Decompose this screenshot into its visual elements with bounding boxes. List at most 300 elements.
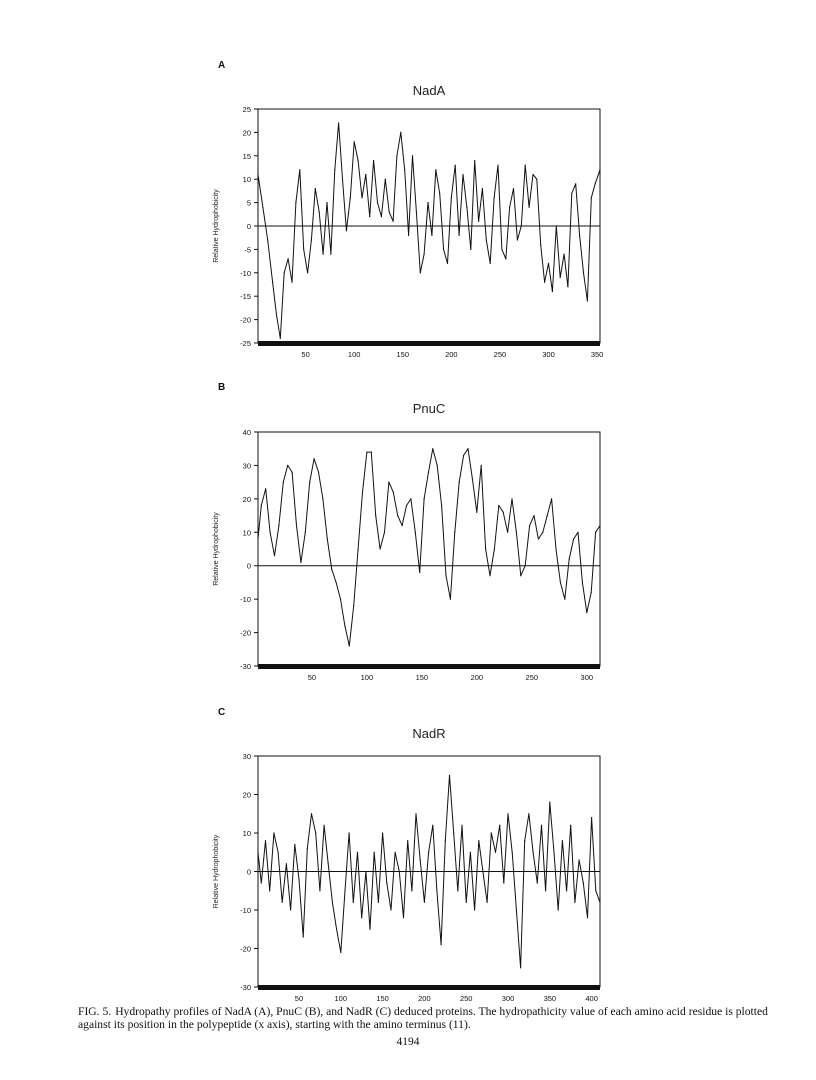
x-tick-label: 100 — [334, 994, 348, 1003]
data-point — [420, 859, 421, 860]
data-point — [579, 859, 580, 860]
data-point — [560, 582, 561, 583]
data-point — [428, 472, 429, 473]
data-point — [346, 230, 347, 231]
data-point — [307, 848, 308, 849]
data-point — [552, 291, 553, 292]
y-tick-label: 40 — [242, 428, 251, 437]
data-point — [412, 155, 413, 156]
data-point — [457, 890, 458, 891]
data-point — [520, 967, 521, 968]
hydropathy-line — [258, 123, 600, 338]
data-point — [459, 235, 460, 236]
y-tick-label: 10 — [242, 528, 251, 538]
data-point — [365, 871, 366, 872]
data-point — [537, 882, 538, 883]
data-point — [262, 207, 263, 208]
data-point — [482, 188, 483, 189]
data-point — [431, 235, 432, 236]
data-point — [267, 239, 268, 240]
y-tick-label: -25 — [240, 339, 251, 348]
data-point — [547, 515, 548, 516]
y-tick-label: 0 — [246, 222, 251, 231]
data-point — [287, 465, 288, 466]
data-point — [286, 863, 287, 864]
data-point — [571, 193, 572, 194]
y-axis-label: Relative Hydrophobicity — [213, 189, 220, 263]
data-point — [528, 813, 529, 814]
chart-title: PnuC — [412, 401, 446, 416]
data-point — [428, 852, 429, 853]
data-point — [595, 532, 596, 533]
data-point — [315, 188, 316, 189]
data-point — [591, 197, 592, 198]
data-point — [384, 532, 385, 533]
data-point — [393, 221, 394, 222]
data-point — [411, 890, 412, 891]
data-point — [366, 452, 367, 453]
data-point — [424, 498, 425, 499]
data-point — [336, 582, 337, 583]
data-point — [497, 165, 498, 166]
data-point — [591, 817, 592, 818]
data-point — [562, 840, 563, 841]
y-axis-label: Relative Hydrophobicity — [213, 834, 220, 909]
hydropathy-line — [258, 449, 600, 646]
data-point — [512, 852, 513, 853]
data-point — [558, 909, 559, 910]
data-point — [513, 188, 514, 189]
y-tick-label: -20 — [240, 944, 251, 954]
data-point — [396, 155, 397, 156]
data-point — [393, 492, 394, 493]
data-point — [294, 844, 295, 845]
data-point — [569, 558, 570, 559]
data-point — [419, 572, 420, 573]
x-axis-bar — [258, 664, 600, 669]
data-point — [472, 478, 473, 479]
data-point — [529, 207, 530, 208]
data-point — [290, 909, 291, 910]
data-point — [390, 909, 391, 910]
data-point — [273, 832, 274, 833]
data-point — [507, 532, 508, 533]
data-point — [427, 202, 428, 203]
data-point — [461, 825, 462, 826]
data-point — [467, 448, 468, 449]
data-point — [381, 216, 382, 217]
data-point — [353, 902, 354, 903]
data-point — [404, 169, 405, 170]
data-point — [516, 532, 517, 533]
data-point — [336, 929, 337, 930]
data-point — [270, 532, 271, 533]
data-point — [538, 538, 539, 539]
data-point — [436, 890, 437, 891]
data-point — [595, 183, 596, 184]
y-axis-label: Relative Hydrophobicity — [213, 512, 220, 586]
data-point — [282, 902, 283, 903]
data-point — [435, 169, 436, 170]
data-point — [586, 612, 587, 613]
data-point — [261, 505, 262, 506]
data-point — [389, 211, 390, 212]
data-point — [307, 272, 308, 273]
data-point — [553, 852, 554, 853]
data-point — [432, 825, 433, 826]
data-point — [349, 645, 350, 646]
data-point — [314, 458, 315, 459]
data-point — [533, 515, 534, 516]
panel-label: A — [218, 60, 226, 71]
data-point — [582, 582, 583, 583]
data-points — [257, 448, 600, 646]
data-point — [322, 498, 323, 499]
data-point — [385, 179, 386, 180]
data-point — [487, 902, 488, 903]
data-point — [490, 263, 491, 264]
data-point — [330, 254, 331, 255]
data-point — [476, 512, 477, 513]
x-tick-label: 150 — [415, 673, 429, 682]
data-point — [470, 852, 471, 853]
data-point — [369, 929, 370, 930]
x-tick-label: 50 — [307, 673, 317, 682]
data-point — [449, 775, 450, 776]
data-point — [489, 575, 490, 576]
data-point — [533, 852, 534, 853]
data-point — [560, 277, 561, 278]
chart-panel-b — [213, 382, 601, 682]
data-point — [311, 813, 312, 814]
data-point — [583, 272, 584, 273]
data-point — [556, 225, 557, 226]
data-point — [507, 813, 508, 814]
data-point — [441, 944, 442, 945]
data-point — [269, 890, 270, 891]
data-point — [309, 482, 310, 483]
y-tick-label: -20 — [240, 628, 251, 638]
data-point — [466, 207, 467, 208]
y-tick-label: 0 — [246, 561, 251, 571]
data-point — [575, 183, 576, 184]
data-point — [548, 263, 549, 264]
x-tick-label: 100 — [360, 673, 374, 682]
data-point — [555, 548, 556, 549]
data-point — [491, 832, 492, 833]
y-tick-label: -10 — [240, 268, 251, 278]
data-point — [525, 565, 526, 566]
data-point — [378, 902, 379, 903]
data-point — [424, 902, 425, 903]
data-point — [462, 174, 463, 175]
data-point — [358, 160, 359, 161]
data-point — [459, 482, 460, 483]
data-point — [274, 555, 275, 556]
x-tick-label: 200 — [418, 994, 431, 1003]
data-point — [298, 879, 299, 880]
data-point — [485, 548, 486, 549]
data-point — [344, 625, 345, 626]
data-point — [416, 211, 417, 212]
data-point — [299, 169, 300, 170]
data-point — [331, 569, 332, 570]
data-point — [495, 852, 496, 853]
data-point — [257, 538, 258, 539]
x-tick-label: 350 — [590, 350, 604, 359]
data-point — [520, 575, 521, 576]
data-points — [257, 122, 600, 339]
data-point — [305, 532, 306, 533]
data-point — [573, 538, 574, 539]
data-point — [327, 538, 328, 539]
x-tick-label: 300 — [580, 673, 594, 682]
data-point — [599, 525, 600, 526]
data-point — [486, 239, 487, 240]
data-point — [361, 197, 362, 198]
data-point — [599, 169, 600, 170]
data-point — [470, 249, 471, 250]
data-point — [466, 902, 467, 903]
data-point — [318, 472, 319, 473]
data-point — [420, 272, 421, 273]
x-tick-label: 250 — [493, 350, 507, 359]
data-point — [432, 448, 433, 449]
data-point — [503, 512, 504, 513]
data-point — [395, 852, 396, 853]
y-tick-label: 10 — [242, 175, 251, 185]
data-point — [474, 160, 475, 161]
data-point — [380, 548, 381, 549]
data-point — [424, 254, 425, 255]
chart-panel-a — [213, 60, 603, 359]
x-axis-bar — [258, 341, 600, 346]
data-point — [261, 882, 262, 883]
y-tick-label: -10 — [240, 595, 251, 605]
data-point — [532, 174, 533, 175]
data-point — [323, 254, 324, 255]
data-point — [544, 282, 545, 283]
data-point — [334, 169, 335, 170]
data-point — [265, 840, 266, 841]
data-point — [371, 452, 372, 453]
data-point — [450, 599, 451, 600]
y-tick-label: 20 — [242, 494, 251, 504]
data-point — [303, 936, 304, 937]
y-tick-label: 10 — [242, 829, 251, 838]
y-tick-label: 20 — [242, 128, 251, 138]
data-point — [567, 286, 568, 287]
x-tick-label: 300 — [501, 994, 515, 1003]
data-point — [505, 258, 506, 259]
figure-caption — [78, 1005, 778, 1031]
data-point — [453, 832, 454, 833]
data-point — [349, 832, 350, 833]
data-point — [257, 852, 258, 853]
data-point — [319, 211, 320, 212]
data-point — [498, 505, 499, 506]
data-point — [599, 902, 600, 903]
data-point — [272, 282, 273, 283]
data-point — [542, 532, 543, 533]
x-axis-bar — [258, 985, 600, 990]
data-point — [388, 482, 389, 483]
caption-lead: FIG. 5. — [78, 1005, 112, 1018]
data-point — [358, 548, 359, 549]
data-point — [536, 179, 537, 180]
x-tick-label: 150 — [396, 350, 410, 359]
data-point — [315, 832, 316, 833]
data-point — [587, 917, 588, 918]
data-point — [577, 532, 578, 533]
data-point — [326, 202, 327, 203]
data-point — [357, 852, 358, 853]
data-point — [564, 599, 565, 600]
y-tick-label: 30 — [242, 752, 251, 761]
data-point — [525, 165, 526, 166]
data-point — [445, 840, 446, 841]
data-point — [566, 890, 567, 891]
x-tick-label: 250 — [525, 673, 539, 682]
data-point — [541, 825, 542, 826]
data-point — [451, 197, 452, 198]
caption-text: Hydropathy profiles of NadA (A), PnuC (B), and NadR (C) deduced proteins. The hydropathicity value of each amino acid residue is plotted against its position in the polypeptide (x axis), starting with the amino terminus (11). — [78, 1005, 768, 1031]
data-point — [332, 902, 333, 903]
x-tick-label: 50 — [301, 350, 310, 359]
data-point — [478, 840, 479, 841]
data-point — [303, 249, 304, 250]
data-point — [595, 890, 596, 891]
y-tick-label: 5 — [246, 198, 251, 208]
data-point — [415, 813, 416, 814]
y-tick-label: -30 — [240, 983, 251, 992]
data-point — [503, 882, 504, 883]
data-point — [361, 917, 362, 918]
data-point — [511, 498, 512, 499]
data-point — [454, 532, 455, 533]
data-point — [373, 160, 374, 161]
data-point — [377, 202, 378, 203]
data-point — [445, 575, 446, 576]
data-point — [399, 871, 400, 872]
x-tick-label: 350 — [543, 994, 557, 1003]
chart-title: NadR — [412, 726, 446, 741]
data-point — [354, 141, 355, 142]
data-point — [579, 235, 580, 236]
data-point — [265, 488, 266, 489]
data-point — [517, 239, 518, 240]
data-point — [415, 532, 416, 533]
x-tick-label: 250 — [459, 994, 473, 1003]
data-point — [516, 909, 517, 910]
data-point — [342, 179, 343, 180]
data-point — [362, 492, 363, 493]
data-point — [353, 605, 354, 606]
data-point — [278, 525, 279, 526]
y-tick-label: 20 — [242, 790, 251, 800]
data-point — [439, 193, 440, 194]
data-point — [344, 890, 345, 891]
data-point — [570, 825, 571, 826]
data-point — [499, 825, 500, 826]
data-point — [340, 599, 341, 600]
data-point — [410, 498, 411, 499]
y-tick-label: 25 — [242, 105, 251, 114]
data-point — [292, 472, 293, 473]
y-tick-label: -15 — [240, 292, 251, 302]
x-tick-label: 400 — [585, 994, 598, 1003]
data-point — [324, 825, 325, 826]
data-point — [591, 592, 592, 593]
data-point — [300, 562, 301, 563]
data-point — [574, 902, 575, 903]
data-point — [545, 890, 546, 891]
data-point — [328, 863, 329, 864]
data-point — [402, 525, 403, 526]
y-tick-label: 0 — [246, 867, 251, 877]
data-point — [365, 174, 366, 175]
data-point — [474, 909, 475, 910]
y-tick-label: -30 — [240, 662, 251, 671]
data-point — [340, 952, 341, 953]
x-tick-label: 150 — [376, 994, 389, 1003]
data-point — [583, 882, 584, 883]
data-point — [403, 917, 404, 918]
data-point — [494, 197, 495, 198]
panel-label: B — [218, 382, 226, 393]
data-point — [374, 852, 375, 853]
data-point — [549, 802, 550, 803]
data-point — [564, 254, 565, 255]
data-point — [540, 244, 541, 245]
y-tick-label: 30 — [242, 461, 251, 471]
data-point — [280, 338, 281, 339]
data-point — [501, 249, 502, 250]
x-tick-label: 100 — [347, 350, 361, 359]
data-point — [278, 852, 279, 853]
data-point — [397, 515, 398, 516]
y-tick-label: -20 — [240, 315, 251, 325]
data-point — [463, 455, 464, 456]
data-point — [437, 465, 438, 466]
y-tick-label: -10 — [240, 906, 251, 915]
data-point — [350, 197, 351, 198]
data-point — [494, 548, 495, 549]
data-point — [386, 882, 387, 883]
data-point — [407, 840, 408, 841]
data-point — [406, 505, 407, 506]
panel-label: C — [218, 707, 226, 718]
data-point — [382, 832, 383, 833]
data-point — [447, 263, 448, 264]
data-point — [295, 202, 296, 203]
x-tick-label: 200 — [445, 350, 458, 359]
y-tick-label: -5 — [244, 245, 251, 255]
data-point — [319, 890, 320, 891]
x-tick-label: 300 — [542, 350, 555, 359]
page-number: 4194 — [396, 1036, 420, 1048]
x-tick-label: 200 — [470, 673, 484, 682]
data-point — [443, 249, 444, 250]
data-point — [288, 258, 289, 259]
data-point — [481, 465, 482, 466]
data-point — [478, 221, 479, 222]
data-point — [257, 174, 258, 175]
data-point — [311, 239, 312, 240]
data-point — [551, 498, 552, 499]
data-point — [529, 525, 530, 526]
data-point — [455, 165, 456, 166]
